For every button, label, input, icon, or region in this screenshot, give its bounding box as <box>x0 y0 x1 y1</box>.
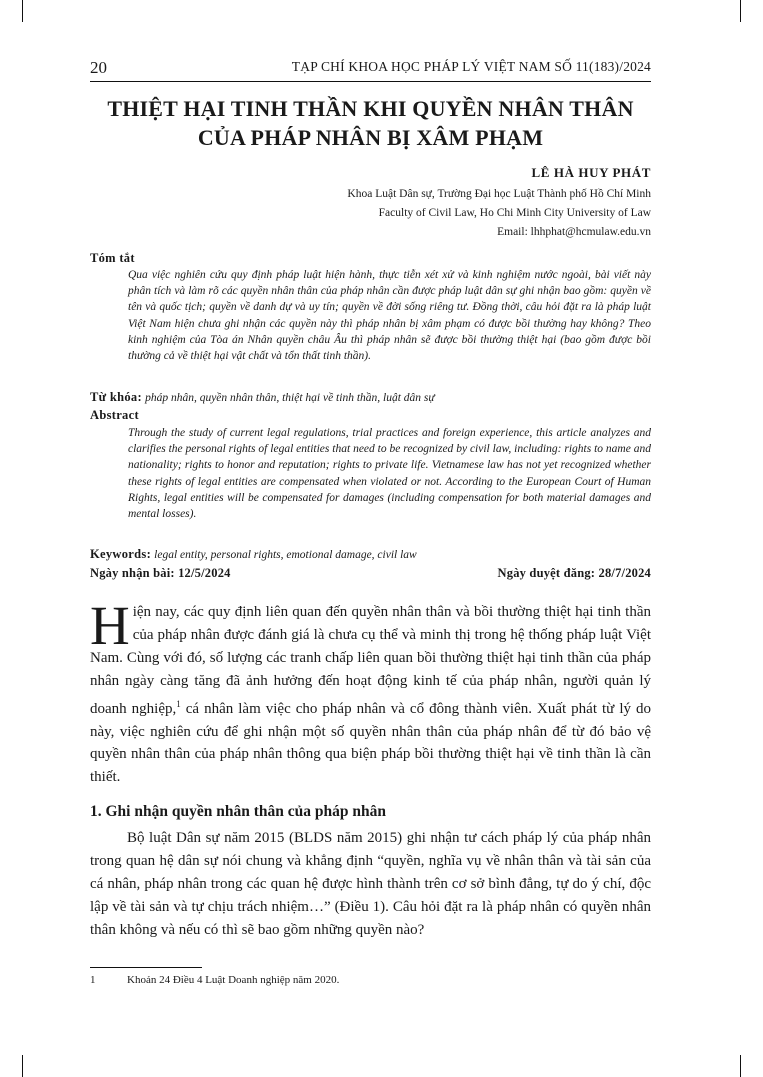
keywords-vi <box>90 390 435 405</box>
keywords-en-text: legal entity, personal rights, emotional damage, civil law <box>154 549 417 561</box>
crop-mark-top-right <box>740 0 741 22</box>
summary-label: Tóm tắt <box>90 251 135 265</box>
intro-paragraph <box>90 595 651 789</box>
journal-title: TẠP CHÍ KHOA HỌC PHÁP LÝ VIỆT NAM SỐ 11(183)/2024 <box>291 59 651 74</box>
section-title: Ghi nhận quyền nhân thân của pháp nhân <box>105 803 386 820</box>
summary-text: Qua việc nghiên cứu quy định pháp luật hiện hành, thực tiễn xét xử và kinh nghiệm nước ngoài, bài viết này phân tích và làm rõ các quyền nhân thân của pháp nhân cần được pháp luật dân sự ghi nhận bao gồm: quyền về tên và quốc tịch; quyền về danh dự và uy tín; quyền về đời sống riêng tư. Đồng thời, câu hỏi đặt ra là pháp luật Việt Nam hiện chưa ghi nhận các quyền này thì pháp nhân bị xâm phạm có được bồi thường hay không? Theo kinh nghiệm của Tòa án Nhân quyền châu Âu thì pháp nhân sẽ được bồi thường thiệt hại (bao gồm được bồi thường cả về thiệt hại vật chất và tổn thất tinh thần). <box>128 269 651 363</box>
received-date: Ngày nhận bài: 12/5/2024 <box>90 566 231 580</box>
footnote-text: Khoản 24 Điều 4 Luật Doanh nghiệp năm 2020. <box>127 974 340 986</box>
title-line-1: THIỆT HẠI TINH THẦN KHI QUYỀN NHÂN THÂN <box>107 96 634 121</box>
title-line-2: CỦA PHÁP NHÂN BỊ XÂM PHẠM <box>197 125 544 150</box>
keywords-vi-label: Từ khóa: <box>90 390 142 404</box>
footnote <box>90 974 339 986</box>
article-dates <box>90 566 651 584</box>
keywords-vi-text: pháp nhân, quyền nhân thân, thiệt hại về tinh thần, luật dân sự <box>145 392 435 404</box>
crop-mark-top-left <box>22 0 23 22</box>
section-heading <box>90 803 386 821</box>
drop-cap: H <box>90 595 130 656</box>
header-rule <box>90 81 651 82</box>
abstract-text: Through the study of current legal regulations, trial practices and foreign experience, this article analyzes and clarifies the personal rights of legal entities that need to be recognized by civil law, including: rights to name and nationality; rights to honor and reputation; rights to private life. Vietnamese law has not yet recognized whether these rights of legal entities are compensated when violated or not. According to the European Court of Human Rights, legal entities will be compensated for damages (including compensation for both material damages and mental losses). <box>128 427 651 521</box>
running-header <box>90 58 651 80</box>
section-paragraph: Bộ luật Dân sự năm 2015 (BLDS năm 2015) ghi nhận tư cách pháp lý của pháp nhân trong quan hệ dân sự nói chung và khẳng định “quyền, nghĩa vụ về nhân thân và tài sản của cá nhân, pháp nhân trong các quan hệ được hình thành trên cơ sở bình đẳng, tự do ý chí, độc lập về tài sản và tự chịu trách nhiệm…” (Điều 1). Câu hỏi đặt ra là pháp nhân có quyền nhân thân không và nếu có thì sẽ bao gồm những quyền nào? <box>90 830 651 938</box>
section-number: 1. <box>90 803 102 820</box>
keywords-en <box>90 547 417 562</box>
abstract-label: Abstract <box>90 408 139 422</box>
article-title <box>90 94 651 152</box>
footnote-rule <box>90 967 202 968</box>
crop-mark-bottom-right <box>740 1055 741 1077</box>
author-email: Email: lhhphat@hcmulaw.edu.vn <box>497 226 651 238</box>
intro-text-continued: cá nhân làm việc cho pháp nhân và cổ đông thành viên. Xuất phát từ lý do này, việc nghiên cứu để ghi nhận một số quyền nhân thân của pháp nhân để từ đó bảo vệ quyền nhân thân của pháp nhân thông qua biện pháp bồi thường thiệt hại về tinh thần là cần thiết. <box>90 700 651 786</box>
page-number: 20 <box>90 58 107 77</box>
approved-date: Ngày duyệt đăng: 28/7/2024 <box>497 566 651 580</box>
crop-mark-bottom-left <box>22 1055 23 1077</box>
author-name: LÊ HÀ HUY PHÁT <box>531 165 651 180</box>
affiliation-en: Faculty of Civil Law, Ho Chi Minh City University of Law <box>378 207 651 219</box>
footnote-number: 1 <box>90 974 96 986</box>
intro-text: iện nay, các quy định liên quan đến quyền nhân thân và bồi thường thiệt hại tinh thần của pháp nhân được đánh giá là chưa cụ thể và minh thị trong hệ thống pháp luật Việt Nam. Cùng với đó, số lượng các tranh chấp liên quan bồi thường thiệt hại tinh thần của pháp nhân ngày càng tăng đã ảnh hưởng đến hoạt động kinh tế của pháp nhân, người quản lý doanh nghiệp, <box>90 604 651 717</box>
footnote-ref: 1 <box>176 698 181 709</box>
affiliation-vi: Khoa Luật Dân sự, Trường Đại học Luật Thành phố Hồ Chí Minh <box>347 188 651 200</box>
keywords-en-label: Keywords: <box>90 547 152 561</box>
